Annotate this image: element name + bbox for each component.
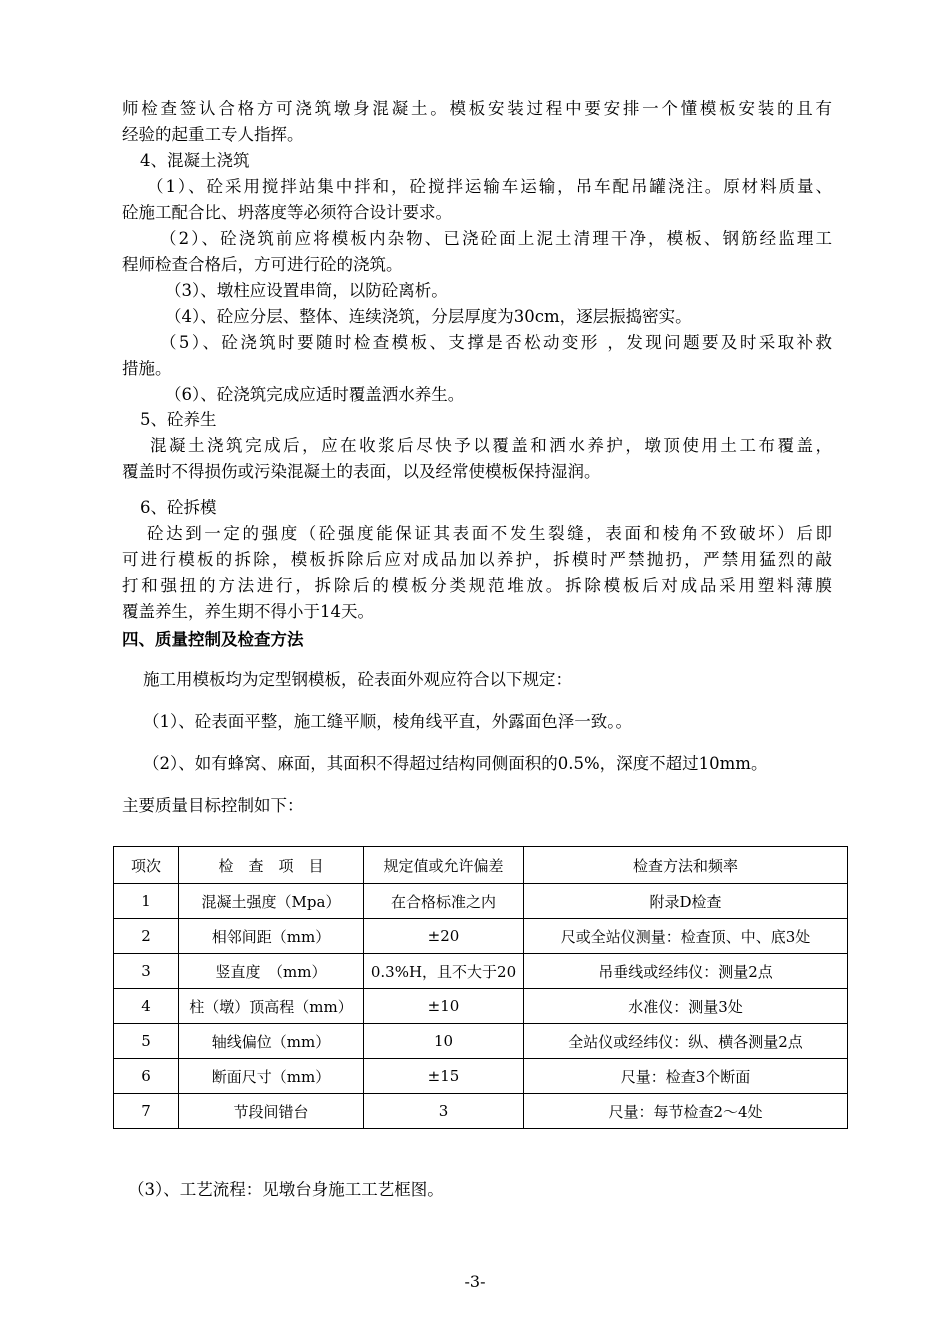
paragraph-line: 打和强扭的方法进行，拆除后的模板分类规范堆放。拆除模板后对成品采用塑料薄膜 [122,576,832,595]
table-cell: 轴线偏位（mm） [179,1024,364,1059]
table-cell: 0.3%H，且不大于20 [364,954,524,989]
table-row [114,884,848,919]
table-cell: 尺量：检查3个断面 [524,1059,848,1094]
paragraph-line: （2）、砼浇筑前应将模板内杂物、已浇砼面上泥土清理干净，模板、钢筋经监理工 [160,229,832,248]
subheading-pour: 4、混凝土浇筑 [140,151,250,170]
table-row [114,1059,848,1094]
table-cell: 吊垂线或经纬仪：测量2点 [524,954,848,989]
paragraph-line: 砼施工配合比、坍落度等必须符合设计要求。 [122,203,452,222]
table-cell: 3 [364,1094,524,1129]
paragraph-line: （5）、砼浇筑时要随时检查模板、支撑是否松动变形 ，发现问题要及时采取补救 [160,333,832,352]
paragraph-line: （1）、砼表面平整，施工缝平顺，棱角线平直，外露面色泽一致。。 [143,712,632,731]
paragraph-line: 覆盖养生，养生期不得小于14天。 [122,602,374,621]
page-number: -3- [464,1272,486,1291]
table-header-row [114,847,848,884]
table-cell: 6 [114,1059,179,1094]
paragraph-line: （3）、墩柱应设置串筒，以防砼离析。 [165,281,448,300]
table-cell: ±15 [364,1059,524,1094]
paragraph-line: 措施。 [122,359,172,378]
paragraph-line: 砼达到一定的强度（砼强度能保证其表面不发生裂缝，表面和棱角不致破坏）后即 [147,524,832,543]
table-cell: 7 [114,1094,179,1129]
table-row [114,1024,848,1059]
table-cell: 全站仪或经纬仪：纵、横各测量2点 [524,1024,848,1059]
table-cell: 在合格标准之内 [364,884,524,919]
header-cell-item: 检 查 项 目 [179,847,364,884]
paragraph-line: 可进行模板的拆除，模板拆除后应对成品加以养护，拆模时严禁抛扔，严禁用猛烈的敲 [122,550,832,569]
table-cell: 2 [114,919,179,954]
table-cell: 相邻间距（mm） [179,919,364,954]
table-cell: 柱（墩）顶高程（mm） [179,989,364,1024]
table-cell: 节段间错台 [179,1094,364,1129]
paragraph-line: （1）、砼采用搅拌站集中拌和，砼搅拌运输车运输，吊车配吊罐浇注。原材料质量、 [147,177,832,196]
subheading-curing: 5、砼养生 [140,410,217,429]
table-cell: 10 [364,1024,524,1059]
section-heading-quality-control: 四、质量控制及检查方法 [122,630,304,649]
table-cell: 断面尺寸（mm） [179,1059,364,1094]
paragraph-line: （6）、砼浇筑完成应适时覆盖洒水养生。 [165,385,465,404]
paragraph-line: 经验的起重工专人指挥。 [122,125,304,144]
table-row [114,919,848,954]
paragraph-line: 主要质量目标控制如下： [122,796,304,815]
header-cell-method: 检查方法和频率 [524,847,848,884]
table-cell: 5 [114,1024,179,1059]
table-cell: ±10 [364,989,524,1024]
paragraph-line: 师检查签认合格方可浇筑墩身混凝土。模板安装过程中要安排一个懂模板安装的且有 [122,99,832,118]
table-cell: 1 [114,884,179,919]
table-cell: 尺或全站仪测量：检查顶、中、底3处 [524,919,848,954]
table-cell: 水准仪：测量3处 [524,989,848,1024]
subheading-formwork-removal: 6、砼拆模 [140,498,217,517]
table-row [114,1094,848,1129]
table-cell: 4 [114,989,179,1024]
table-row [114,954,848,989]
table-cell: 尺量：每节检查2～4处 [524,1094,848,1129]
header-cell-tolerance: 规定值或允许偏差 [364,847,524,884]
table-cell: ±20 [364,919,524,954]
paragraph-line: 程师检查合格后，方可进行砼的浇筑。 [122,255,403,274]
paragraph-line: （2）、如有蜂窝、麻面，其面积不得超过结构同侧面积的0.5%，深度不超过10mm。 [143,754,768,773]
paragraph-line: （4）、砼应分层、整体、连续浇筑，分层厚度为30cm，逐层振捣密实。 [165,307,692,326]
table-cell: 附录D检查 [524,884,848,919]
paragraph-line: 施工用模板均为定型钢模板，砼表面外观应符合以下规定： [143,670,572,689]
table-cell: 混凝土强度（Mpa） [179,884,364,919]
quality-target-table [113,846,848,1129]
paragraph-line: 混凝土浇筑完成后，应在收浆后尽快予以覆盖和洒水养护，墩顶使用土工布覆盖， [150,436,832,455]
table-row [114,989,848,1024]
table-cell: 3 [114,954,179,989]
paragraph-line: 覆盖时不得损伤或污染混凝土的表面，以及经常使模板保持湿润。 [122,462,601,481]
table-cell: 竖直度 （mm） [179,954,364,989]
paragraph-line: （3）、工艺流程：见墩台身施工工艺框图。 [128,1180,444,1199]
header-cell-index: 项次 [114,847,179,884]
